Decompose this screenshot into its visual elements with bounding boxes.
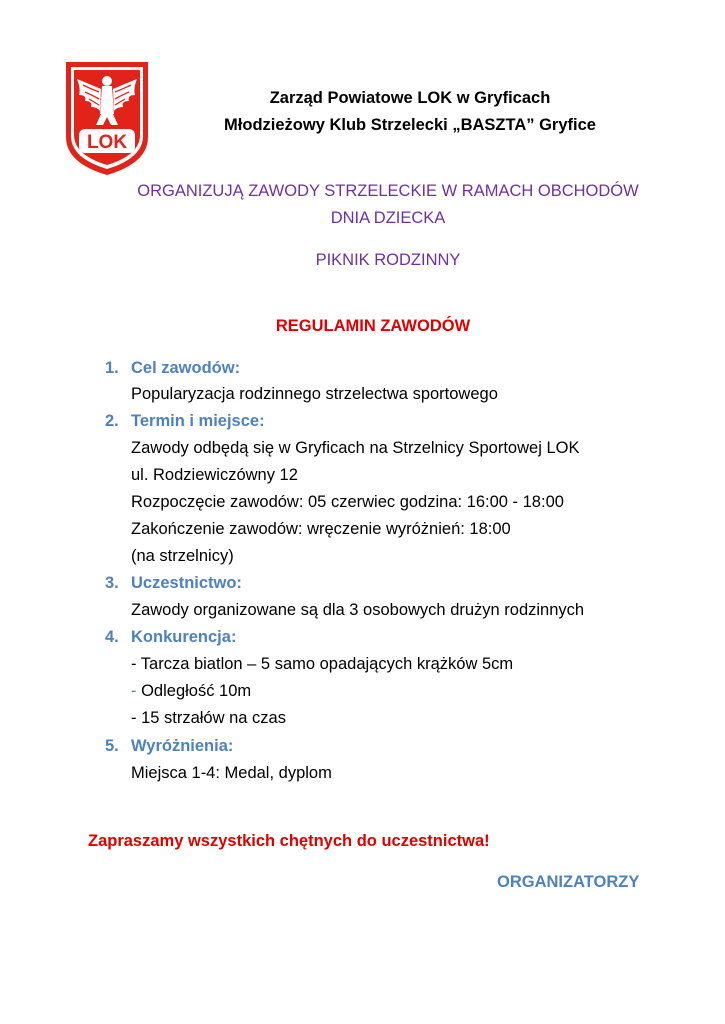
organizer-line-2: Młodzieżowy Klub Strzelecki „BASZTA” Gryfice: [224, 116, 596, 134]
section-3-line-1: Zawody organizowane są dla 3 osobowych drużyn rodzinnych: [131, 601, 585, 619]
section-5-number: 5.: [105, 737, 119, 755]
invitation-text: Zapraszamy wszystkich chętnych do uczestnictwa!: [88, 832, 490, 850]
section-2-line-2: ul. Rodziewiczówny 12: [131, 466, 298, 484]
section-4-number: 4.: [105, 628, 119, 646]
section-1-line-1: Popularyzacja rodzinnego strzelectwa sportowego: [131, 385, 498, 403]
section-2-line-5: (na strzelnicy): [131, 547, 234, 565]
section-4-dash: -: [131, 682, 137, 700]
lok-emblem-icon: [63, 59, 151, 177]
section-4-line-1: - Tarcza biatlon – 5 samo opadających krążków 5cm: [131, 655, 514, 673]
section-3-heading: Uczestnictwo:: [131, 574, 242, 592]
section-2-heading: Termin i miejsce:: [131, 412, 265, 430]
section-4-heading: Konkurencja:: [131, 628, 237, 646]
section-4-line-3: - 15 strzałów na czas: [131, 709, 286, 727]
section-1-heading: Cel zawodów:: [131, 359, 241, 377]
section-5-line-1: Miejsca 1-4: Medal, dyplom: [131, 764, 332, 782]
section-2-line-4: Zakończenie zawodów: wręczenie wyróżnień: 18:00: [131, 520, 511, 538]
intro-line-2: DNIA DZIECKA: [330, 209, 446, 227]
section-4-line-2: [131, 682, 251, 701]
section-2-line-1: Zawody odbędą się w Gryficach na Strzelnicy Sportowej LOK: [131, 439, 580, 457]
svg-text:LOK: LOK: [86, 132, 128, 153]
section-2-line-3: Rozpoczęcie zawodów: 05 czerwiec godzina: 16:00 - 18:00: [131, 493, 564, 511]
section-5-heading: Wyróżnienia:: [131, 737, 234, 755]
regulamin-title: REGULAMIN ZAWODÓW: [275, 317, 471, 335]
section-1-number: 1.: [105, 359, 119, 377]
lok-logo: [63, 59, 151, 177]
intro-line-1: ORGANIZUJĄ ZAWODY STRZELECKIE W RAMACH OBCHODÓW: [137, 182, 639, 200]
section-4-line-2-text: Odległość 10m: [141, 682, 252, 700]
section-3-number: 3.: [105, 574, 119, 592]
signature-organizers: ORGANIZATORZY: [497, 873, 640, 891]
organizer-line-1: Zarząd Powiatowe LOK w Gryficach: [269, 89, 551, 107]
intro-line-3: PIKNIK RODZINNY: [315, 251, 461, 269]
section-2-number: 2.: [105, 412, 119, 430]
